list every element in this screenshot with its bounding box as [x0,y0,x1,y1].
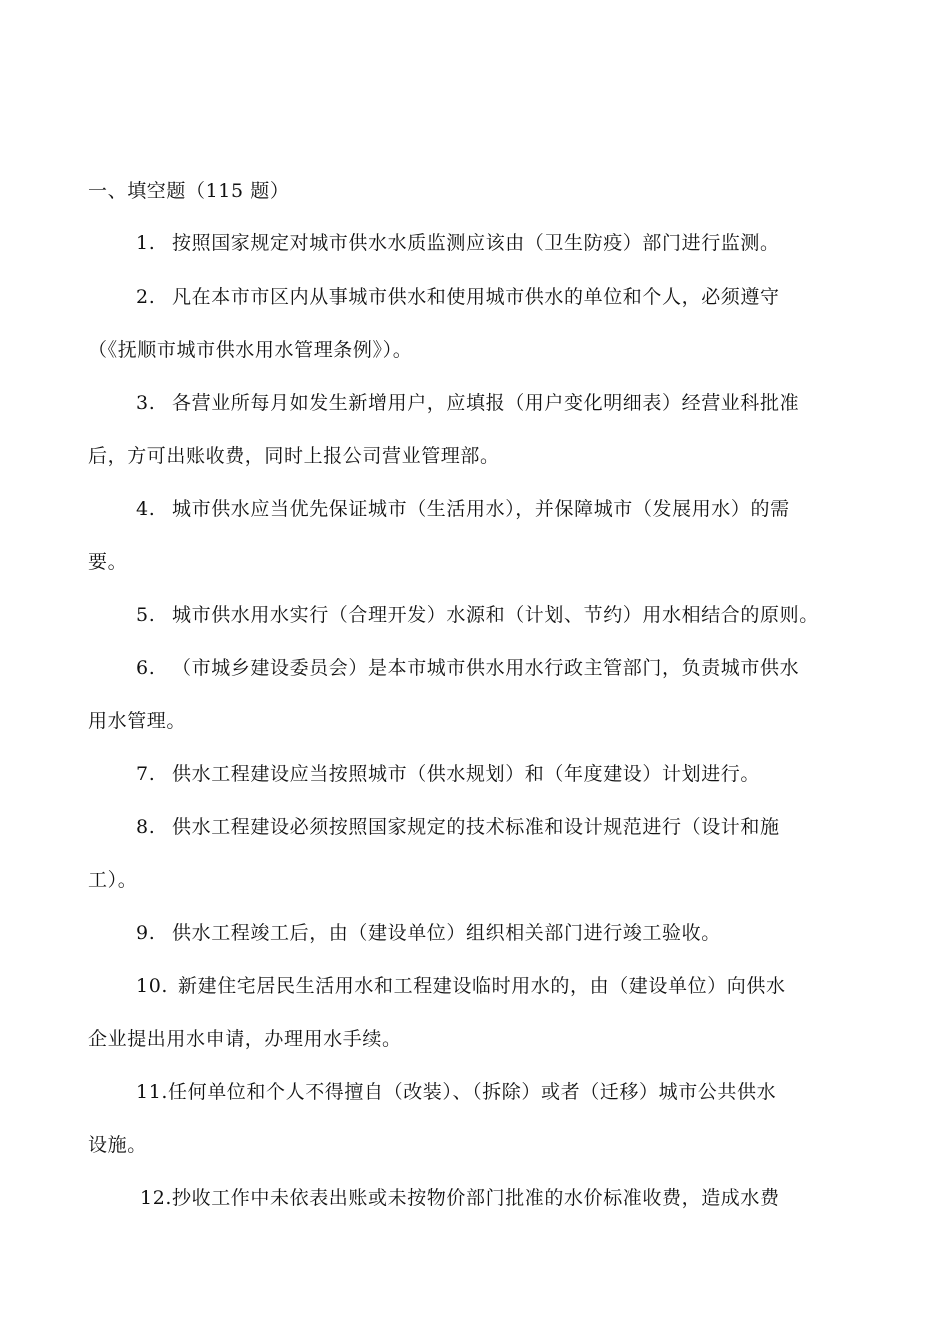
item-text: 凡在本市市区内从事城市供水和使用城市供水的单位和个人，必须遵守 [172,286,780,308]
item-text: （市城乡建设委员会）是本市城市供水用水行政主管部门，负责城市供水 [172,657,800,679]
list-item [136,1079,776,1105]
item-number: 5. [136,604,156,626]
list-item [136,920,721,946]
item-text: 城市供水应当优先保证城市（生活用水），并保障城市（发展用水）的需 [172,498,790,520]
item-text: 供水工程建设必须按照国家规定的技术标准和设计规范进行（设计和施 [172,816,780,838]
list-item [136,496,790,522]
item-number: 1. [136,232,156,254]
item-number: 6. [136,657,156,679]
item-text-continuation: （《抚顺市城市供水用水管理条例》）。 [88,339,413,361]
item-text: 城市供水用水实行（合理开发）水源和（计划、节约）用水相结合的原则。 [172,604,819,626]
item-number: 12. [140,1187,173,1209]
item-text: 供水工程建设应当按照城市（供水规划）和（年度建设）计划进行。 [172,763,761,785]
item-text-continuation: 设施。 [88,1134,147,1156]
list-item [136,230,780,256]
item-text-continuation: 工）。 [88,869,138,891]
item-number: 2. [136,286,156,308]
item-number: 4. [136,498,156,520]
item-text: 任何单位和个人不得擅自（改装）、（拆除）或者（迁移）城市公共供水 [168,1081,777,1103]
item-number: 10. [136,975,169,997]
list-item [136,284,780,310]
list-item [136,390,799,416]
item-number: 8. [136,816,156,838]
item-number: 7. [136,763,156,785]
item-text-continuation: 用水管理。 [88,710,187,732]
list-item [136,602,819,628]
item-number: 9. [136,922,156,944]
list-item [136,655,799,681]
item-text: 按照国家规定对城市供水水质监测应该由（卫生防疫）部门进行监测。 [172,232,780,254]
list-item [136,973,786,999]
item-number: 11. [136,1081,169,1103]
item-text-continuation: 后，方可出账收费，同时上报公司营业管理部。 [88,445,500,467]
list-item [140,1185,780,1211]
item-text: 供水工程竣工后，由（建设单位）组织相关部门进行竣工验收。 [172,922,721,944]
item-text-continuation: 企业提出用水申请，办理用水手续。 [88,1028,402,1050]
item-text: 新建住宅居民生活用水和工程建设临时用水的，由（建设单位）向供水 [178,975,786,997]
list-item [136,761,760,787]
item-text: 抄收工作中未依表出账或未按物价部门批准的水价标准收费，造成水费 [172,1187,780,1209]
section-heading: 一、填空题（115 题） [88,180,290,202]
item-text-continuation: 要。 [88,551,128,573]
item-text: 各营业所每月如发生新增用户，应填报（用户变化明细表）经营业科批准 [172,392,800,414]
item-number: 3. [136,392,156,414]
list-item [136,814,780,840]
